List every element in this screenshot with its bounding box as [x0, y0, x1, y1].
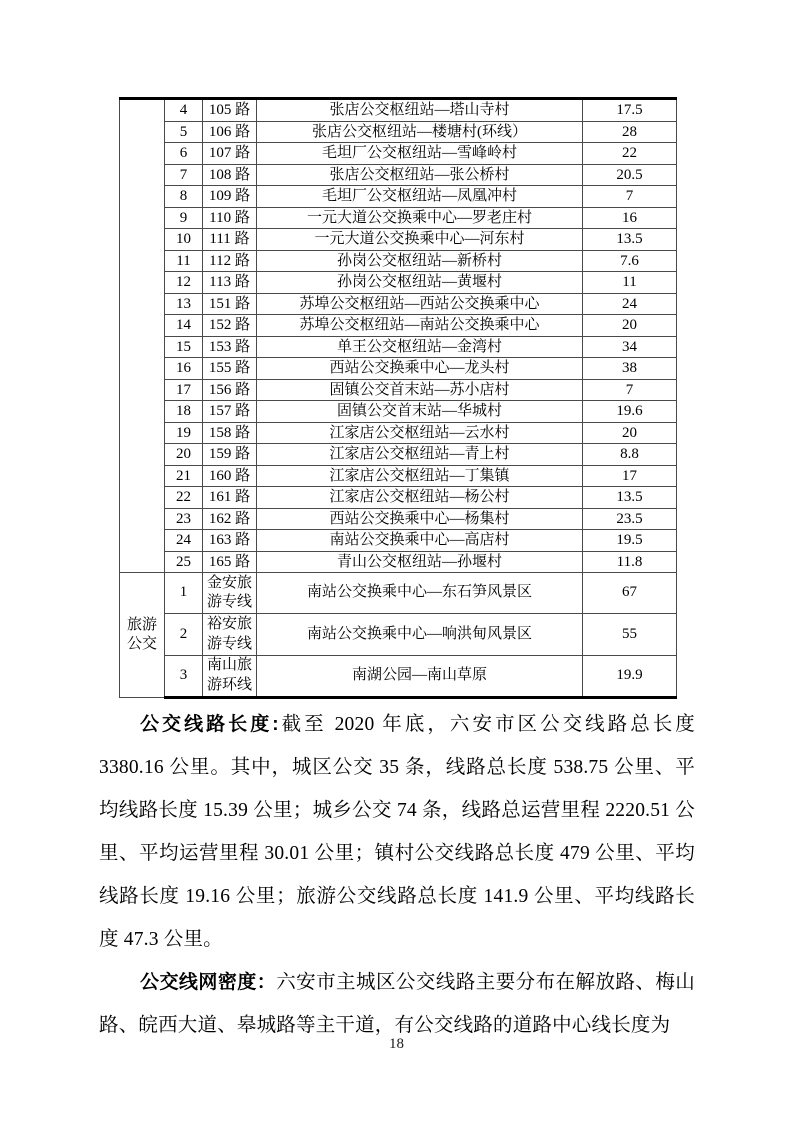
table-row	[120, 186, 677, 208]
table-row	[120, 379, 677, 401]
cell-route-length: 13.5	[583, 229, 677, 251]
cell-route-length: 23.5	[583, 508, 677, 530]
cell-route-length: 38	[583, 358, 677, 380]
cell-order-number: 9	[165, 207, 203, 229]
cell-route-desc: 江家店公交枢纽站—杨公村	[257, 487, 583, 509]
table-body-continued	[120, 99, 677, 573]
cell-route-length: 17	[583, 465, 677, 487]
cell-route-desc: 毛坦厂公交枢纽站—凤凰冲村	[257, 186, 583, 208]
cell-order-number: 18	[165, 401, 203, 423]
cell-route-desc: 江家店公交枢纽站—青上村	[257, 444, 583, 466]
cell-route-desc: 固镇公交首末站—苏小店村	[257, 379, 583, 401]
cell-route-name: 109 路	[203, 186, 257, 208]
cell-order-number: 5	[165, 121, 203, 143]
table-row	[120, 444, 677, 466]
cell-route-name: 158 路	[203, 422, 257, 444]
cell-route-name: 157 路	[203, 401, 257, 423]
table-row	[120, 358, 677, 380]
table-row	[120, 143, 677, 165]
cell-route-desc: 南站公交换乘中心—东石笋风景区	[257, 573, 583, 614]
table-row	[120, 229, 677, 251]
cell-order-number: 19	[165, 422, 203, 444]
cell-route-desc: 一元大道公交换乘中心—罗老庄村	[257, 207, 583, 229]
table-row	[120, 272, 677, 294]
cell-route-name: 金安旅游专线	[203, 573, 257, 614]
table-row	[120, 401, 677, 423]
cell-order-number: 22	[165, 487, 203, 509]
cell-order-number: 20	[165, 444, 203, 466]
table-row	[120, 530, 677, 552]
paragraph-network-density-label: 公交线网密度：	[140, 972, 277, 994]
table-row	[120, 487, 677, 509]
category-cell-continued	[120, 99, 165, 573]
cell-route-desc: 张店公交枢纽站—塔山寺村	[257, 99, 583, 122]
cell-order-number: 8	[165, 186, 203, 208]
cell-route-name: 南山旅游环线	[203, 655, 257, 697]
paragraph-network-density-text: 六安市主城区公交线路主要分布在解放路、梅山路、皖西大道、皋城路等主干道，有公交线路的道路中心线长度为	[99, 972, 695, 1037]
cell-route-length: 7	[583, 379, 677, 401]
paragraph-route-length-label: 公交线路长度:	[140, 714, 279, 736]
cell-route-name: 152 路	[203, 315, 257, 337]
cell-route-desc: 西站公交换乘中心—龙头村	[257, 358, 583, 380]
cell-route-desc: 张店公交枢纽站—楼塘村(环线）	[257, 121, 583, 143]
category-cell-tourism: 旅游公交	[120, 573, 165, 698]
table-row	[120, 164, 677, 186]
cell-order-number: 23	[165, 508, 203, 530]
table-row	[120, 551, 677, 573]
cell-route-desc: 单王公交枢纽站—金湾村	[257, 336, 583, 358]
cell-route-length: 13.5	[583, 487, 677, 509]
table-row	[120, 99, 677, 122]
cell-order-number: 14	[165, 315, 203, 337]
cell-route-name: 113 路	[203, 272, 257, 294]
cell-route-name: 108 路	[203, 164, 257, 186]
cell-route-length: 11.8	[583, 551, 677, 573]
cell-route-name: 155 路	[203, 358, 257, 380]
cell-order-number: 24	[165, 530, 203, 552]
table-row	[120, 293, 677, 315]
cell-route-length: 67	[583, 573, 677, 614]
cell-order-number: 12	[165, 272, 203, 294]
cell-route-name: 160 路	[203, 465, 257, 487]
cell-route-length: 20	[583, 315, 677, 337]
cell-order-number: 11	[165, 250, 203, 272]
cell-route-desc: 孙岗公交枢纽站—新桥村	[257, 250, 583, 272]
cell-route-length: 20	[583, 422, 677, 444]
cell-order-number: 4	[165, 99, 203, 122]
paragraph-route-length	[99, 703, 695, 961]
table-row	[120, 315, 677, 337]
table-row	[120, 336, 677, 358]
cell-route-name: 153 路	[203, 336, 257, 358]
bus-routes-table	[119, 97, 677, 699]
table-body-tourism	[120, 573, 677, 698]
cell-route-desc: 西站公交换乘中心—杨集村	[257, 508, 583, 530]
cell-route-length: 16	[583, 207, 677, 229]
cell-route-length: 8.8	[583, 444, 677, 466]
table-row	[120, 614, 677, 655]
table-row	[120, 573, 677, 614]
paragraph-network-density	[99, 961, 695, 1047]
cell-route-length: 24	[583, 293, 677, 315]
cell-route-name: 裕安旅游专线	[203, 614, 257, 655]
cell-order-number: 1	[165, 573, 203, 614]
cell-order-number: 17	[165, 379, 203, 401]
cell-route-name: 111 路	[203, 229, 257, 251]
cell-order-number: 7	[165, 164, 203, 186]
paragraph-route-length-text: 截至 2020 年底，六安市区公交线路总长度 3380.16 公里。其中，城区公交 35 条，线路总长度 538.75 公里、平均线路长度 15.39 公里；城乡公交 74 条，线路总运营里程 2220.51 公里、平均运营里程 30.01 公里；镇村公交线路总长度 479 公里、平均线路长度 19.16 公里；旅游公交线路总长度 141.9 公里、平均线路长度 47.3 公里。	[99, 714, 695, 951]
cell-route-name: 151 路	[203, 293, 257, 315]
cell-route-length: 19.6	[583, 401, 677, 423]
cell-route-length: 34	[583, 336, 677, 358]
cell-order-number: 16	[165, 358, 203, 380]
cell-route-length: 11	[583, 272, 677, 294]
cell-route-length: 22	[583, 143, 677, 165]
cell-order-number: 13	[165, 293, 203, 315]
cell-route-name: 107 路	[203, 143, 257, 165]
table-row	[120, 250, 677, 272]
page-number: 18	[389, 1036, 404, 1052]
cell-route-desc: 苏埠公交枢纽站—西站公交换乘中心	[257, 293, 583, 315]
cell-route-name: 105 路	[203, 99, 257, 122]
cell-route-name: 161 路	[203, 487, 257, 509]
cell-route-desc: 固镇公交首末站—华城村	[257, 401, 583, 423]
cell-route-desc: 青山公交枢纽站—孙堰村	[257, 551, 583, 573]
cell-route-name: 156 路	[203, 379, 257, 401]
cell-route-name: 112 路	[203, 250, 257, 272]
cell-route-length: 17.5	[583, 99, 677, 122]
cell-order-number: 15	[165, 336, 203, 358]
cell-route-length: 28	[583, 121, 677, 143]
cell-route-name: 165 路	[203, 551, 257, 573]
cell-route-length: 20.5	[583, 164, 677, 186]
cell-route-desc: 张店公交枢纽站—张公桥村	[257, 164, 583, 186]
cell-route-length: 7.6	[583, 250, 677, 272]
page-content	[99, 97, 695, 1047]
table-row	[120, 207, 677, 229]
cell-order-number: 10	[165, 229, 203, 251]
cell-route-desc: 南湖公园—南山草原	[257, 655, 583, 697]
cell-route-desc: 一元大道公交换乘中心—河东村	[257, 229, 583, 251]
cell-order-number: 3	[165, 655, 203, 697]
cell-route-desc: 江家店公交枢纽站—云水村	[257, 422, 583, 444]
cell-route-desc: 孙岗公交枢纽站—黄堰村	[257, 272, 583, 294]
cell-route-name: 159 路	[203, 444, 257, 466]
cell-order-number: 2	[165, 614, 203, 655]
table-row	[120, 121, 677, 143]
cell-route-desc: 南站公交换乘中心—响洪甸风景区	[257, 614, 583, 655]
cell-route-name: 163 路	[203, 530, 257, 552]
cell-route-desc: 苏埠公交枢纽站—南站公交换乘中心	[257, 315, 583, 337]
cell-route-length: 55	[583, 614, 677, 655]
cell-route-name: 110 路	[203, 207, 257, 229]
cell-route-length: 19.5	[583, 530, 677, 552]
cell-order-number: 6	[165, 143, 203, 165]
table-row	[120, 655, 677, 697]
table-row	[120, 422, 677, 444]
cell-route-desc: 南站公交换乘中心—高店村	[257, 530, 583, 552]
table-row	[120, 465, 677, 487]
cell-route-desc: 江家店公交枢纽站—丁集镇	[257, 465, 583, 487]
cell-order-number: 25	[165, 551, 203, 573]
cell-route-length: 19.9	[583, 655, 677, 697]
cell-route-name: 106 路	[203, 121, 257, 143]
cell-route-desc: 毛坦厂公交枢纽站—雪峰岭村	[257, 143, 583, 165]
table-row	[120, 508, 677, 530]
cell-route-length: 7	[583, 186, 677, 208]
cell-route-name: 162 路	[203, 508, 257, 530]
cell-order-number: 21	[165, 465, 203, 487]
